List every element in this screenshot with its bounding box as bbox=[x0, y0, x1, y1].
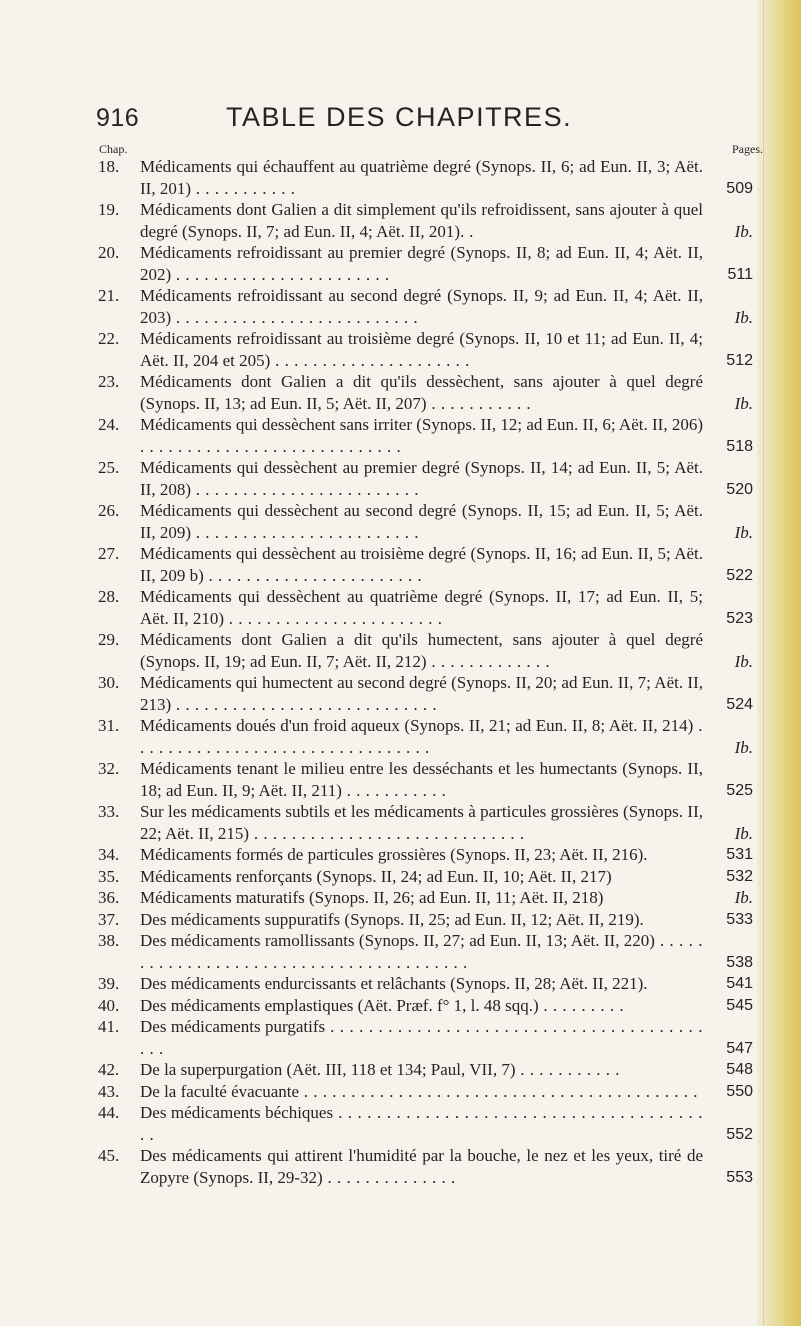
entry-text: De la superpurgation (Aët. III, 118 et 134; Paul, VII, 7) . . . . . . . . . . . bbox=[140, 1060, 620, 1079]
toc-entry bbox=[93, 672, 755, 715]
toc-entry bbox=[93, 371, 755, 414]
entry-page: Ib. bbox=[734, 522, 753, 542]
entry-text: Médicaments refroidissant au second degré (Synops. II, 9; ad Eun. II, 4; Aët. II, 203) . . . . . . . . . . . . . . . . . . . . . . . . . . bbox=[140, 286, 703, 327]
entry-page: 509 bbox=[726, 179, 753, 197]
entry-text: Médicaments dont Galien a dit qu'ils dessèchent, sans ajouter à quel degré (Synops. II, 13; ad Eun. II, 5; Aët. II, 207) . . . . . . . . . . . bbox=[140, 372, 703, 413]
entry-number: 45. bbox=[98, 1146, 120, 1165]
running-head: TABLE DES CHAPITRES. bbox=[226, 102, 573, 132]
pages-column-label: Pages. bbox=[732, 142, 763, 156]
entry-number: 32. bbox=[98, 759, 120, 778]
entry-number: 28. bbox=[98, 587, 120, 606]
entry-text: Médicaments renforçants (Synops. II, 24; ad Eun. II, 10; Aët. II, 217) bbox=[140, 866, 612, 886]
entry-number: 23. bbox=[98, 372, 120, 391]
entry-text: Médicaments qui dessèchent au premier degré (Synops. II, 14; ad Eun. II, 5; Aët. II, 208) . . . . . . . . . . . . . . . . . . . . . . . . bbox=[140, 458, 703, 499]
entry-number: 36. bbox=[98, 888, 120, 907]
toc-entry bbox=[93, 715, 755, 758]
entry-text: Des médicaments béchiques . . . . . . . . . . . . . . . . . . . . . . . . . . . . . . . . . . . . . . . . bbox=[140, 1103, 703, 1144]
entry-page: Ib. bbox=[734, 651, 753, 671]
entry-page: 548 bbox=[726, 1061, 753, 1078]
entry-page: Ib. bbox=[734, 307, 753, 327]
entry-page: Ib. bbox=[734, 823, 753, 843]
entry-number: 26. bbox=[98, 501, 120, 520]
entry-text: Médicaments refroidissant au premier degré (Synops. II, 8; ad Eun. II, 4; Aët. II, 202) . . . . . . . . . . . . . . . . . . . . . . . bbox=[140, 243, 703, 284]
entry-number: 41. bbox=[98, 1017, 120, 1036]
entry-text: Médicaments qui dessèchent au troisième degré (Synops. II, 16; ad Eun. II, 5; Aët. II, 209 b) . . . . . . . . . . . . . . . . . . . . . . . bbox=[140, 544, 703, 585]
entry-page: Ib. bbox=[734, 393, 753, 413]
page-number: 916 bbox=[96, 104, 140, 132]
entry-text: Des médicaments endurcissants et relâchants (Synops. II, 28; Aët. II, 221). bbox=[140, 974, 648, 993]
toc-entry bbox=[93, 844, 755, 866]
entry-number: 19. bbox=[98, 200, 120, 219]
entry-page: 533 bbox=[726, 910, 753, 928]
entry-number: 38. bbox=[98, 931, 120, 950]
toc-entry bbox=[93, 973, 755, 995]
entry-number: 22. bbox=[98, 329, 120, 348]
entry-text: Médicaments qui humectent au second degré (Synops. II, 20; ad Eun. II, 7; Aët. II, 213) . . . . . . . . . . . . . . . . . . . . . . . . . . . . bbox=[140, 673, 703, 714]
toc-entry bbox=[93, 995, 755, 1017]
toc-entry bbox=[93, 1059, 755, 1081]
entry-text: De la faculté évacuante . . . . . . . . . . . . . . . . . . . . . . . . . . . . . . . . . . . . . . . . . . bbox=[140, 1081, 699, 1101]
chap-column-label: Chap. bbox=[99, 142, 128, 156]
entry-text: Médicaments tenant le milieu entre les desséchants et les humectants (Synops. II, 18; ad Eun. II, 9; Aët. II, 211) . . . . . . . . . . . bbox=[140, 759, 703, 800]
toc-entry bbox=[93, 457, 755, 500]
entry-page: Ib. bbox=[734, 737, 753, 757]
entry-number: 30. bbox=[98, 673, 120, 692]
entry-number: 42. bbox=[98, 1060, 120, 1079]
entry-number: 44. bbox=[98, 1103, 120, 1122]
toc-entry bbox=[93, 887, 755, 909]
entry-number: 29. bbox=[98, 630, 120, 649]
entry-text: Médicaments refroidissant au troisième degré (Synops. II, 10 et 11; ad Eun. II, 4; Aët. II, 204 et 205) . . . . . . . . . . . . . . . . . . . . . bbox=[140, 329, 703, 370]
entry-page: 547 bbox=[726, 1039, 753, 1057]
entry-page: Ib. bbox=[734, 221, 753, 241]
entry-page: 538 bbox=[726, 953, 753, 971]
toc-entry bbox=[93, 629, 755, 672]
entry-page: 553 bbox=[726, 1168, 753, 1186]
entry-number: 35. bbox=[98, 866, 120, 886]
toc-entry bbox=[93, 930, 755, 973]
entry-number: 24. bbox=[98, 415, 120, 434]
toc-entry bbox=[93, 1145, 755, 1188]
page-edge bbox=[757, 0, 801, 1326]
toc-entry bbox=[93, 543, 755, 586]
entry-text: Sur les médicaments subtils et les médicaments à particules grossières (Synops. II, 22; Aët. II, 215) . . . . . . . . . . . . . . . . . . . . . . . . . . . . . bbox=[140, 802, 703, 843]
toc-entry bbox=[93, 909, 755, 931]
toc-entry bbox=[93, 1081, 755, 1103]
entry-number: 18. bbox=[98, 157, 120, 176]
entry-text: Médicaments formés de particules grossières (Synops. II, 23; Aët. II, 216). bbox=[140, 845, 648, 864]
toc-entry bbox=[93, 285, 755, 328]
entry-number: 31. bbox=[98, 716, 120, 735]
toc-entry bbox=[93, 758, 755, 801]
entry-page: 531 bbox=[726, 846, 753, 863]
entry-page: 523 bbox=[726, 609, 753, 627]
toc-entry bbox=[93, 866, 755, 888]
entry-page: 522 bbox=[726, 566, 753, 584]
entry-page: 520 bbox=[726, 480, 753, 498]
entry-number: 27. bbox=[98, 544, 120, 563]
entry-text: Médicaments qui échauffent au quatrième degré (Synops. II, 6; ad Eun. II, 3; Aët. II, 201) . . . . . . . . . . . bbox=[140, 157, 703, 198]
entry-text: Médicaments qui dessèchent sans irriter (Synops. II, 12; ad Eun. II, 6; Aët. II, 206) . . . . . . . . . . . . . . . . . . . . . . . . . . . . bbox=[140, 415, 703, 456]
entry-text: Des médicaments qui attirent l'humidité par la bouche, le nez et les yeux, tiré de Zopyre (Synops. II, 29-32) . . . . . . . . . . . . . . bbox=[140, 1146, 703, 1187]
toc-entry bbox=[93, 801, 755, 844]
entry-number: 43. bbox=[98, 1081, 120, 1101]
toc-entry bbox=[93, 586, 755, 629]
entry-number: 33. bbox=[98, 802, 120, 821]
entry-number: 37. bbox=[98, 909, 120, 929]
entry-page: 518 bbox=[726, 437, 753, 455]
entry-text: Médicaments qui dessèchent au quatrième degré (Synops. II, 17; ad Eun. II, 5; Aët. II, 210) . . . . . . . . . . . . . . . . . . . . . . . bbox=[140, 587, 703, 628]
entry-page: 541 bbox=[726, 975, 753, 992]
toc-entry bbox=[93, 500, 755, 543]
entry-text: Des médicaments ramollissants (Synops. II, 27; ad Eun. II, 13; Aët. II, 220) . . . . . . . . . . . . . . . . . . . . . . . . . . . . . . . . . . . . . . . . bbox=[140, 931, 704, 972]
entry-page: 552 bbox=[726, 1125, 753, 1143]
entry-page: 524 bbox=[726, 695, 753, 713]
entry-page: 550 bbox=[726, 1082, 753, 1100]
toc-entry bbox=[93, 156, 755, 199]
entry-number: 20. bbox=[98, 243, 120, 262]
entry-number: 21. bbox=[98, 286, 120, 305]
toc-entry bbox=[93, 1016, 755, 1059]
toc-entry bbox=[93, 1102, 755, 1145]
entry-page: 511 bbox=[727, 265, 753, 283]
toc-entry bbox=[93, 242, 755, 285]
toc-entry bbox=[93, 328, 755, 371]
entry-text: Médicaments doués d'un froid aqueux (Synops. II, 21; ad Eun. II, 8; Aët. II, 214) . . . . . . . . . . . . . . . . . . . . . . . . . . . . . . . . bbox=[140, 716, 703, 757]
entry-page: 545 bbox=[726, 996, 753, 1014]
entry-page: Ib. bbox=[734, 888, 753, 907]
entry-page: 532 bbox=[726, 867, 753, 885]
entry-text: Des médicaments suppuratifs (Synops. II, 25; ad Eun. II, 12; Aët. II, 219). bbox=[140, 909, 644, 929]
entry-text: Des médicaments emplastiques (Aët. Præf. f° 1, l. 48 sqq.) . . . . . . . . . bbox=[140, 995, 625, 1015]
entry-text: Des médicaments purgatifs . . . . . . . . . . . . . . . . . . . . . . . . . . . . . . . . . . . . . . . . . . bbox=[140, 1017, 703, 1058]
entry-number: 40. bbox=[98, 995, 120, 1015]
entry-text: Médicaments dont Galien a dit simplement qu'ils refroidissent, sans ajouter à quel degré (Synops. II, 7; ad Eun. II, 4; Aët. II, 201). . bbox=[140, 200, 703, 241]
entry-number: 39. bbox=[98, 974, 120, 993]
entry-page: 512 bbox=[726, 351, 753, 369]
entry-number: 25. bbox=[98, 458, 120, 477]
entry-text: Médicaments maturatifs (Synops. II, 26; ad Eun. II, 11; Aët. II, 218) bbox=[140, 888, 604, 907]
table-of-contents bbox=[93, 156, 755, 1188]
toc-entry bbox=[93, 414, 755, 457]
entry-number: 34. bbox=[98, 845, 120, 864]
entry-page: 525 bbox=[726, 781, 753, 799]
toc-entry bbox=[93, 199, 755, 242]
entry-text: Médicaments dont Galien a dit qu'ils humectent, sans ajouter à quel degré (Synops. II, 19; ad Eun. II, 7; Aët. II, 212) . . . . . . . . . . . . . bbox=[140, 630, 703, 671]
entry-text: Médicaments qui dessèchent au second degré (Synops. II, 15; ad Eun. II, 5; Aët. II, 209) . . . . . . . . . . . . . . . . . . . . . . . . bbox=[140, 501, 703, 542]
